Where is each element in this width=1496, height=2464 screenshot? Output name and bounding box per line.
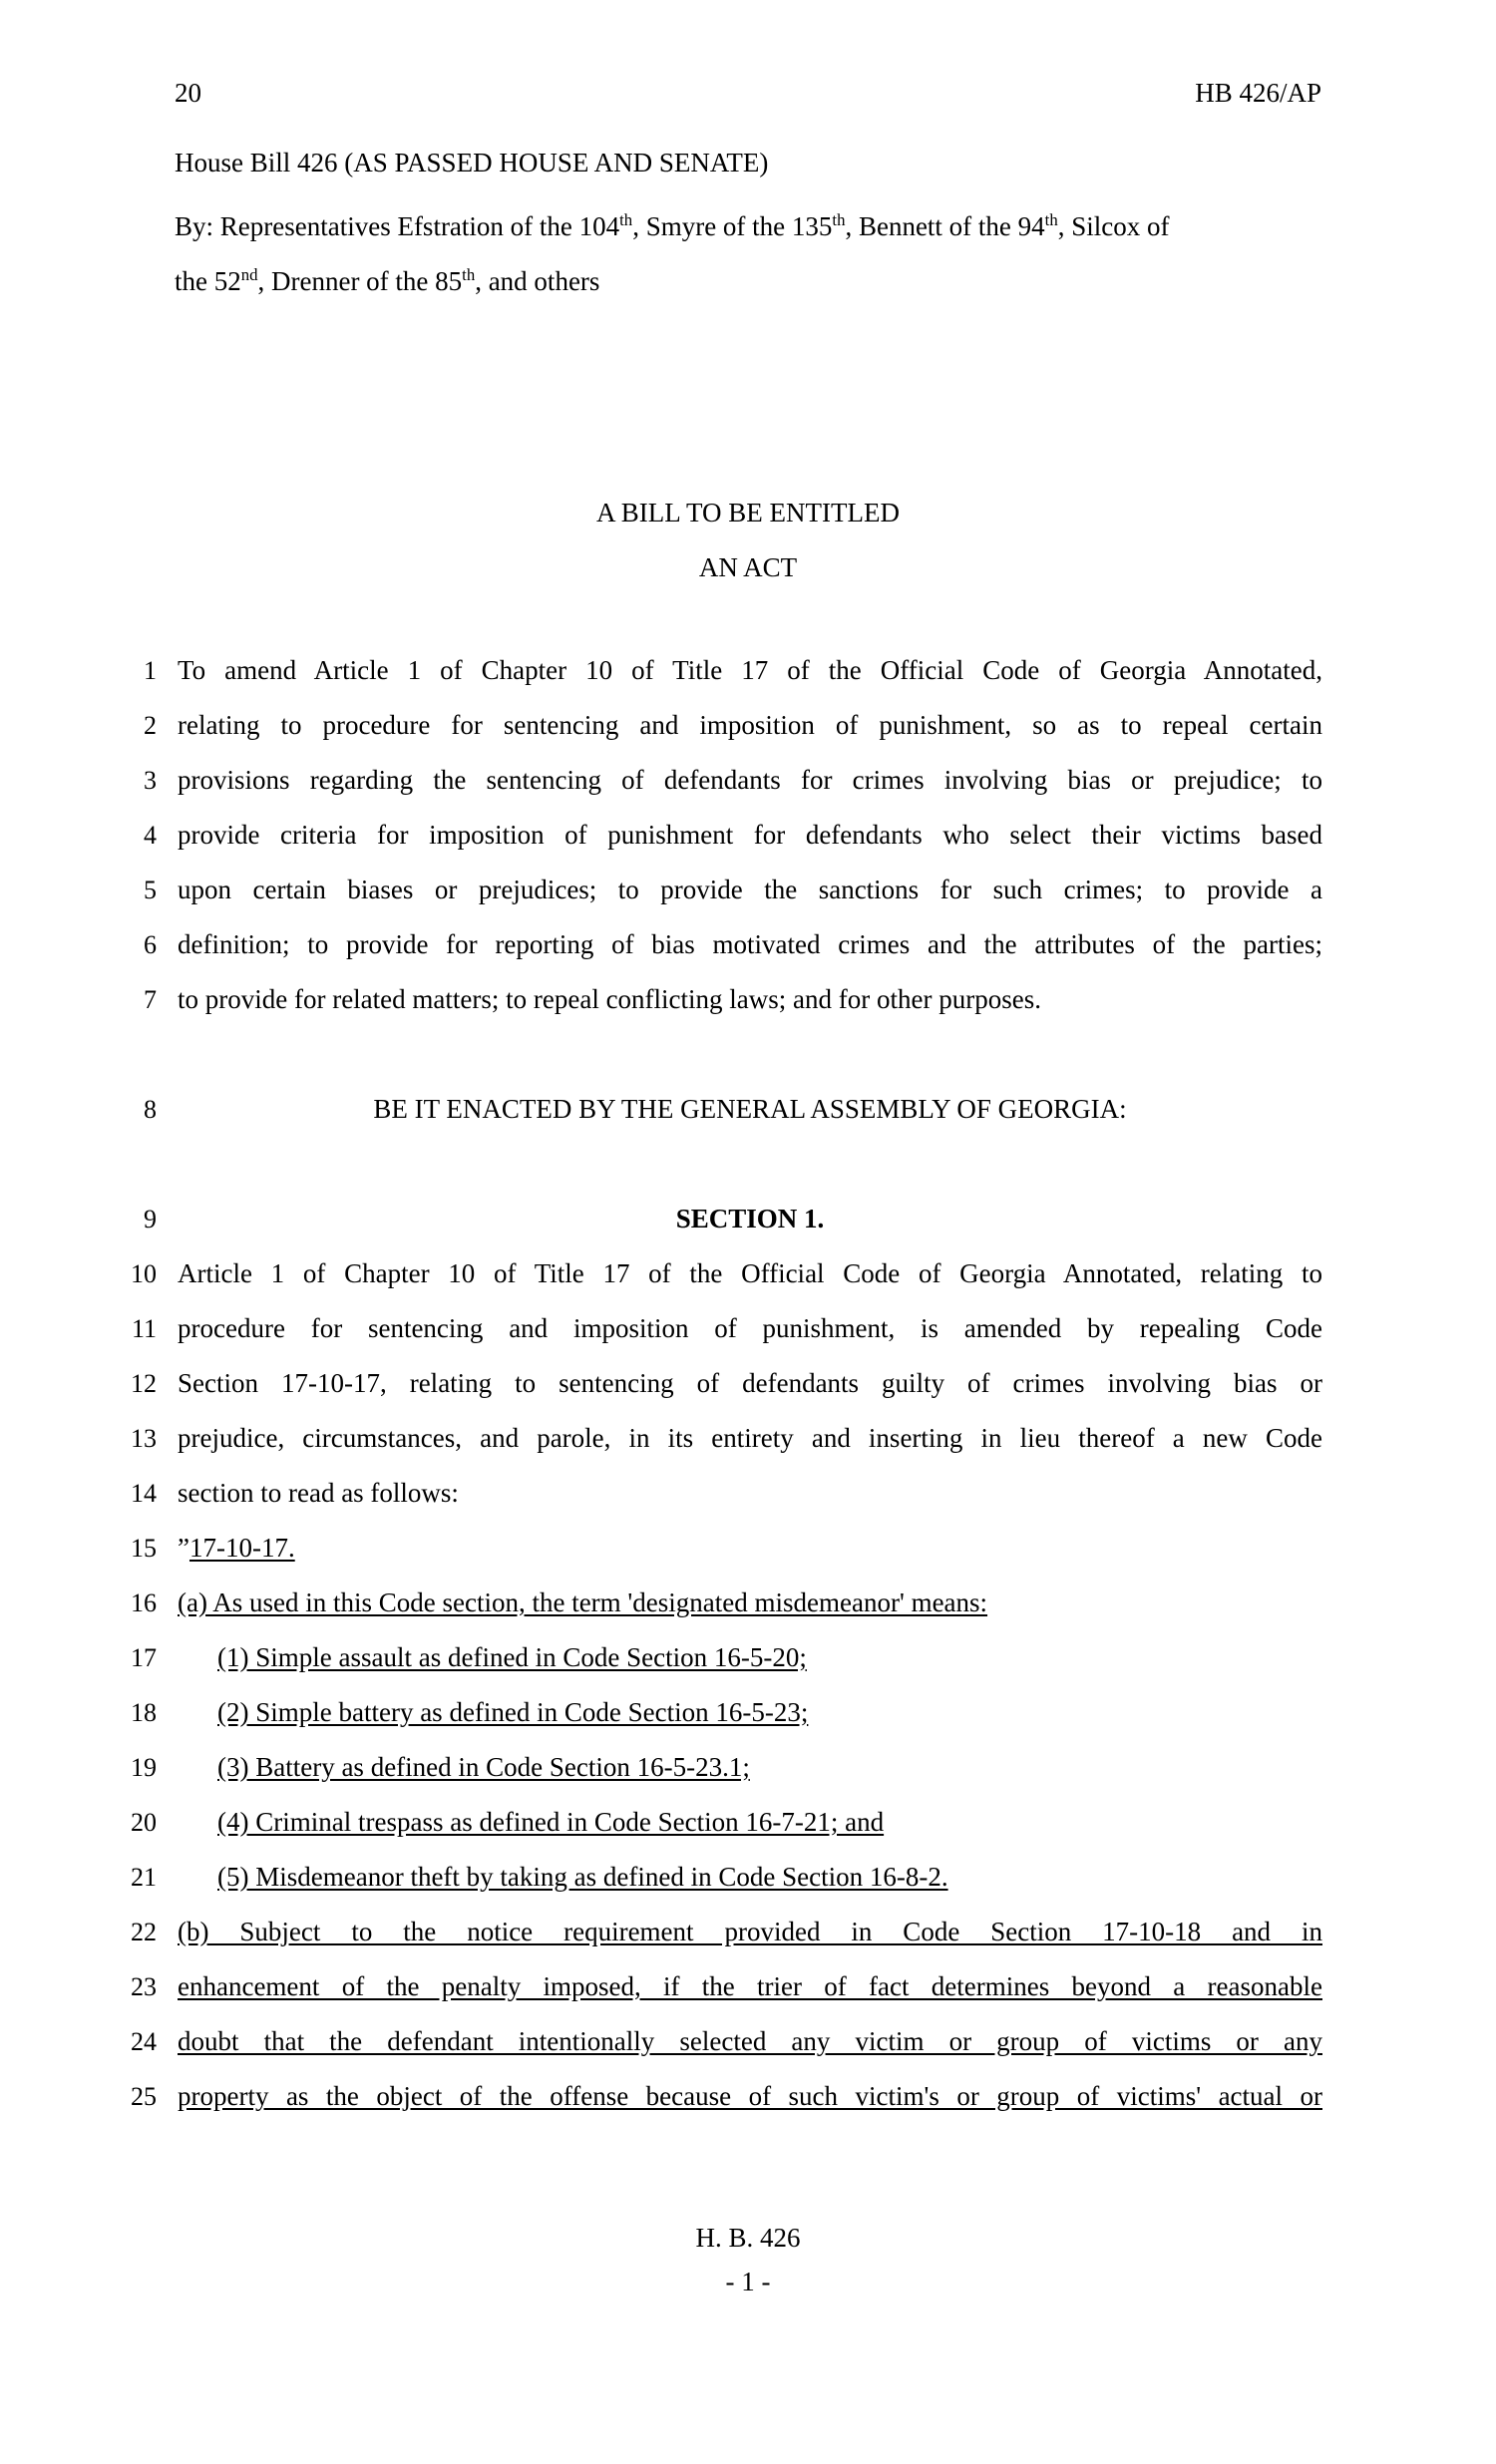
numbered-line [0,1795,1496,1850]
numbered-line [0,643,1496,698]
line-number: 12 [131,1369,157,1398]
numbered-line [0,1959,1496,2014]
line-text: section to read as follows: [178,1478,459,1508]
footer-bill-ref: H. B. 426 [695,2223,801,2253]
line-text: definition; to provide for reporting of bias motivated crimes and the attributes of the parties; [178,929,1322,959]
numbered-line [0,1850,1496,1905]
act-title-block [0,486,1496,595]
line-number: 15 [131,1534,157,1563]
numbered-line [0,1246,1496,1301]
line-text: to provide for related matters; to repeal conflicting laws; and for other purposes. [178,984,1041,1014]
open-quote-mark: ” [178,1533,189,1563]
line-text: (b) Subject to the notice requirement provided in Code Section 17-10-18 and in [178,1917,1322,1946]
line-text: (2) Simple battery as defined in Code Section 16-5-23; [217,1697,809,1727]
ordinal-suffix: nd [240,265,258,284]
line-text [178,1521,1322,1576]
sponsor-segment: , Smyre of the 135 [632,211,833,241]
line-text: (a) As used in this Code section, the term 'designated misdemeanor' means: [178,1587,988,1617]
line-number: 11 [131,1314,157,1343]
line-text: prejudice, circumstances, and parole, in its entirety and inserting in lieu thereof a new Code [178,1423,1322,1453]
ordinal-suffix: th [619,210,633,229]
sponsor-segment: , and others [475,266,600,296]
numbered-line [0,1685,1496,1740]
line-text: Article 1 of Chapter 10 of Title 17 of the Official Code of Georgia Annotated, relating to [178,1258,1322,1288]
line-number: 21 [131,1863,157,1892]
line-number: 24 [131,2027,157,2056]
line-number: 7 [144,985,157,1014]
line-number: 23 [131,1972,157,2001]
code-section-heading: 17-10-17. [188,1533,295,1563]
line-text: Section 17-10-17, relating to sentencing of defendants guilty of crimes involving bias or [178,1368,1322,1398]
line-number: 4 [144,821,157,850]
line-number: 19 [131,1753,157,1782]
ordinal-suffix: th [1044,210,1058,229]
page-header [175,78,1321,109]
act-title-line-1: A BILL TO BE ENTITLED [596,498,900,528]
numbered-line [0,1356,1496,1411]
line-text: (5) Misdemeanor theft by taking as defined in Code Section 16-8-2. [217,1862,948,1892]
ordinal-suffix: th [462,265,476,284]
numbered-line [0,863,1496,917]
numbered-line [0,808,1496,863]
line-number: 1 [144,656,157,685]
line-number: 22 [131,1918,157,1946]
blank-line [0,1137,1496,1192]
sponsor-segment: , Bennett of the 94 [845,211,1045,241]
line-number: 16 [131,1588,157,1617]
numbered-line [0,698,1496,753]
numbered-line [0,1301,1496,1356]
line-text: provisions regarding the sentencing of defendants for crimes involving bias or prejudice; to [178,765,1322,795]
line-text: BE IT ENACTED BY THE GENERAL ASSEMBLY OF GEORGIA: [373,1094,1127,1124]
line-number: 6 [144,930,157,959]
line-number: 5 [144,876,157,904]
line-text: (3) Battery as defined in Code Section 16-5-23.1; [217,1752,750,1782]
line-number: 9 [144,1205,157,1233]
line-number: 18 [131,1698,157,1727]
line-text: To amend Article 1 of Chapter 10 of Title 17 of the Official Code of Georgia Annotated, [178,655,1322,685]
page-marker: 20 [175,78,201,108]
numbered-line [0,1576,1496,1630]
line-text: (1) Simple assault as defined in Code Section 16-5-20; [217,1642,807,1672]
numbered-line [0,1630,1496,1685]
act-title-line-2: AN ACT [698,552,798,582]
sponsor-block [175,199,1326,309]
line-text: SECTION 1. [675,1204,825,1233]
numbered-line [0,2014,1496,2069]
line-number: 17 [131,1643,157,1672]
sponsor-segment: By: Representatives Efstration of the 104 [175,211,620,241]
numbered-line [0,753,1496,808]
sponsor-line-2 [175,254,1326,309]
line-number: 10 [131,1259,157,1288]
line-text: upon certain biases or prejudices; to provide the sanctions for such crimes; to provide a [178,875,1322,904]
numbered-line [0,1411,1496,1466]
numbered-line [0,2069,1496,2124]
blank-line [0,1027,1496,1082]
numbered-line [0,1192,1496,1246]
document-code: HB 426/AP [1195,78,1321,108]
line-number: 13 [131,1424,157,1453]
line-text: doubt that the defendant intentionally selected any victim or group of victims or any [178,2026,1322,2056]
line-text: property as the object of the offense because of such victim's or group of victims' actual or [178,2081,1322,2111]
line-number: 14 [131,1479,157,1508]
line-text: relating to procedure for sentencing and imposition of punishment, so as to repeal certain [178,710,1322,740]
sponsor-segment: , Silcox of [1057,211,1170,241]
numbered-line [0,1082,1496,1137]
line-text: provide criteria for imposition of punishment for defendants who select their victims based [178,820,1322,850]
numbered-line [0,1466,1496,1521]
numbered-line [0,1905,1496,1959]
line-text: (4) Criminal trespass as defined in Code Section 16-7-21; and [217,1807,885,1837]
bill-title: House Bill 426 (AS PASSED HOUSE AND SENATE) [175,148,769,177]
numbered-line [0,1521,1496,1576]
line-number: 8 [144,1095,157,1124]
sponsor-segment: , Drenner of the 85 [257,266,463,296]
line-number: 3 [144,766,157,795]
line-number: 20 [131,1808,157,1837]
ordinal-suffix: th [832,210,846,229]
numbered-line [0,917,1496,972]
line-text: procedure for sentencing and imposition of punishment, is amended by repealing Code [178,1313,1322,1343]
line-text: enhancement of the penalty imposed, if the trier of fact determines beyond a reasonable [178,1971,1322,2001]
sponsor-segment: the 52 [175,266,241,296]
line-number: 25 [131,2082,157,2111]
page-footer [0,2216,1496,2303]
numbered-line [0,972,1496,1027]
sponsor-line-1 [175,199,1326,254]
line-number: 2 [144,711,157,740]
numbered-line [0,1740,1496,1795]
numbered-body [0,643,1496,2124]
footer-page-number: - 1 - [725,2267,771,2296]
